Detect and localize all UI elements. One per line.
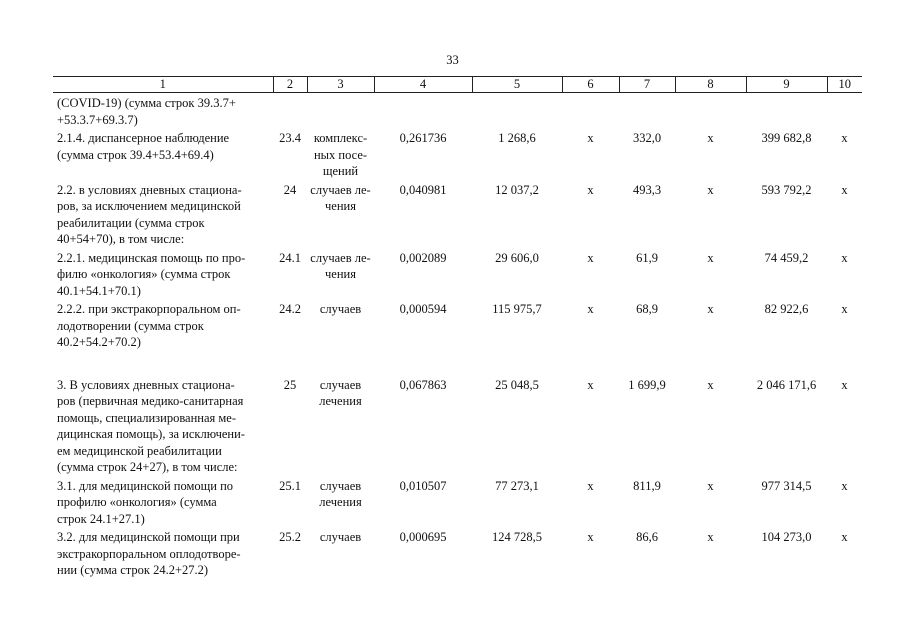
cell-line: ров, за исключением медицинской (57, 199, 241, 213)
cell-col-9: 2 046 171,6 (756, 377, 817, 392)
cell-line: случаев ле- (310, 182, 371, 197)
table-row (53, 299, 862, 351)
cell-col-5 (472, 93, 562, 129)
cell-col-10: х (841, 302, 848, 316)
cell-col-8: х (707, 530, 714, 544)
table-row (53, 527, 862, 579)
cell-line: (COVID-19) (сумма строк 39.3.7+ (57, 96, 236, 110)
cell-col-10: х (841, 131, 848, 145)
column-header-3: 3 (307, 77, 374, 93)
cell-col-1 (53, 299, 273, 351)
cell-col-1 (53, 527, 273, 579)
cell-col-5: 1 268,6 (498, 131, 536, 145)
cell-line: 3. В условиях дневных стациона- (57, 377, 235, 392)
cell-col-6: х (587, 182, 594, 197)
cell-col-7: 68,9 (636, 302, 658, 316)
table-row (53, 476, 862, 528)
table-row (53, 180, 862, 248)
cell-line: 40.2+54.2+70.2) (57, 335, 141, 349)
table-row (53, 93, 862, 129)
cell-col-9: 593 792,2 (761, 182, 812, 197)
cell-col-7: 493,3 (632, 182, 662, 197)
column-header-10: 10 (827, 77, 862, 93)
cell-line: 2.2. в условиях дневных стациона- (57, 182, 242, 197)
cell-col-9 (746, 93, 827, 129)
cell-line: случаев (319, 377, 362, 392)
cell-col-5: 77 273,1 (495, 478, 539, 493)
cell-line: чения (325, 199, 356, 213)
cell-col-5: 12 037,2 (495, 182, 539, 197)
cell-col-2: 25.2 (279, 530, 301, 544)
cell-col-4: 0,000594 (399, 302, 447, 316)
cell-line: экстракорпоральном оплодотворе- (57, 546, 241, 561)
cell-line: 3.2. для медицинской помощи при (57, 530, 240, 544)
cell-line: нии (сумма строк 24.2+27.2) (57, 563, 209, 577)
cell-col-4: 0,067863 (399, 377, 447, 392)
cell-col-7: 61,9 (636, 250, 658, 265)
cell-line: случаев (319, 530, 362, 544)
cell-col-5: 29 606,0 (495, 250, 539, 265)
cell-col-2: 23.4 (279, 131, 301, 145)
cell-col-6: х (587, 131, 594, 145)
cell-line: реабилитации (сумма строк (57, 215, 205, 230)
cell-col-3 (307, 248, 374, 300)
column-header-1: 1 (53, 77, 273, 93)
cell-line: ем медицинской реабилитации (57, 443, 222, 458)
cell-col-2: 24.1 (279, 250, 301, 265)
cell-col-10 (827, 93, 862, 129)
cell-col-6: х (587, 530, 594, 544)
cell-line: комплекс- (313, 131, 368, 145)
cell-col-9: 399 682,8 (761, 131, 812, 145)
cell-line: 40+54+70), в том числе: (57, 232, 185, 246)
cell-col-7 (619, 93, 675, 129)
cell-col-3 (307, 180, 374, 248)
cell-col-4: 0,000695 (399, 530, 447, 544)
column-header-8: 8 (675, 77, 746, 93)
cell-col-4: 0,040981 (399, 182, 447, 197)
cell-col-7: 811,9 (633, 478, 661, 493)
cell-col-7: 1 699,9 (628, 377, 666, 392)
cell-line: лодотворении (сумма строк (57, 318, 204, 333)
column-header-5: 5 (472, 77, 562, 93)
table-row (53, 128, 862, 180)
cell-line: 2.2.1. медицинская помощь по про- (57, 250, 246, 265)
cell-col-1 (53, 128, 273, 180)
cell-line: дицинская помощь), за исключени- (57, 427, 245, 441)
table-row (53, 375, 862, 476)
cell-col-8: х (707, 250, 714, 265)
column-header-2: 2 (273, 77, 307, 93)
cell-col-2 (273, 93, 307, 129)
cell-col-6 (562, 93, 619, 129)
cell-col-9: 104 273,0 (761, 530, 812, 544)
cell-col-9: 977 314,5 (761, 478, 812, 493)
cell-col-9: 82 922,6 (764, 302, 809, 316)
cell-col-3 (307, 476, 374, 528)
cell-col-4: 0,010507 (399, 478, 447, 493)
table-row (53, 248, 862, 300)
cell-col-4: 0,261736 (399, 131, 447, 145)
cell-col-6: х (587, 302, 594, 316)
cell-line: 40.1+54.1+70.1) (57, 283, 141, 298)
cell-line: (сумма строк 24+27), в том числе: (57, 460, 238, 474)
data-table (53, 76, 862, 579)
cell-line: 2.1.4. диспансерное наблюдение (57, 131, 230, 145)
cell-col-1 (53, 180, 273, 248)
cell-line: строк 24.1+27.1) (57, 511, 145, 526)
cell-line: 3.1. для медицинской помощи по (57, 478, 234, 493)
cell-col-3 (307, 527, 374, 579)
table-header (53, 77, 862, 93)
cell-col-2: 25 (283, 377, 297, 392)
cell-col-8: х (707, 377, 714, 392)
cell-line: профилю «онкология» (сумма (57, 495, 217, 509)
cell-line: (сумма строк 39.4+53.4+69.4) (57, 147, 214, 162)
page-number: 33 (446, 53, 459, 67)
cell-col-3 (307, 375, 374, 476)
cell-col-5: 115 975,7 (492, 302, 542, 316)
cell-col-4 (374, 93, 472, 129)
cell-line: случаев (319, 302, 362, 316)
column-header-7: 7 (619, 77, 675, 93)
cell-col-10: х (841, 478, 848, 493)
cell-line: чения (325, 267, 356, 281)
cell-col-10: х (841, 377, 848, 392)
row-spacer (53, 351, 862, 375)
cell-col-7: 86,6 (636, 530, 658, 544)
cell-col-8: х (707, 131, 714, 145)
cell-line: щений (322, 164, 359, 178)
cell-col-2: 24.2 (279, 302, 301, 316)
cell-col-10: х (841, 250, 848, 265)
cell-col-1 (53, 375, 273, 476)
cell-col-6: х (587, 250, 594, 265)
column-header-6: 6 (562, 77, 619, 93)
table-body (53, 93, 862, 579)
cell-line: филю «онкология» (сумма строк (57, 267, 231, 281)
cell-col-3 (307, 93, 374, 129)
spacer-cell (53, 351, 862, 375)
cell-col-9: 74 459,2 (764, 250, 809, 265)
cell-col-8: х (707, 478, 714, 493)
cell-col-7: 332,0 (632, 131, 662, 145)
cell-line: случаев (319, 478, 362, 493)
cell-line: случаев ле- (310, 250, 371, 265)
cell-line: лечения (319, 394, 362, 408)
cell-col-1 (53, 93, 273, 129)
cell-col-6: х (587, 377, 594, 392)
cell-col-1 (53, 248, 273, 300)
column-header-4: 4 (374, 77, 472, 93)
cell-col-3 (307, 128, 374, 180)
cell-line: 2.2.2. при экстракорпоральном оп- (57, 302, 241, 316)
cell-col-8: х (707, 182, 714, 197)
cell-col-10: х (841, 530, 848, 544)
cell-col-10: х (841, 182, 848, 197)
cell-line: ных посе- (313, 147, 368, 162)
cell-col-2: 25.1 (279, 478, 301, 493)
cell-col-5: 25 048,5 (495, 377, 539, 392)
cell-line: +53.3.7+69.3.7) (57, 112, 138, 127)
cell-col-8: х (707, 302, 714, 316)
cell-col-2: 24 (283, 182, 297, 197)
cell-col-4: 0,002089 (399, 250, 447, 265)
cell-col-6: х (587, 478, 594, 493)
column-header-9: 9 (746, 77, 827, 93)
cell-line: лечения (319, 495, 362, 509)
cell-line: помощь, специализированная ме- (57, 410, 237, 425)
cell-col-3 (307, 299, 374, 351)
cell-col-5: 124 728,5 (492, 530, 542, 544)
cell-col-8 (675, 93, 746, 129)
cell-line: ров (первичная медико-санитарная (57, 394, 244, 408)
cell-col-1 (53, 476, 273, 528)
